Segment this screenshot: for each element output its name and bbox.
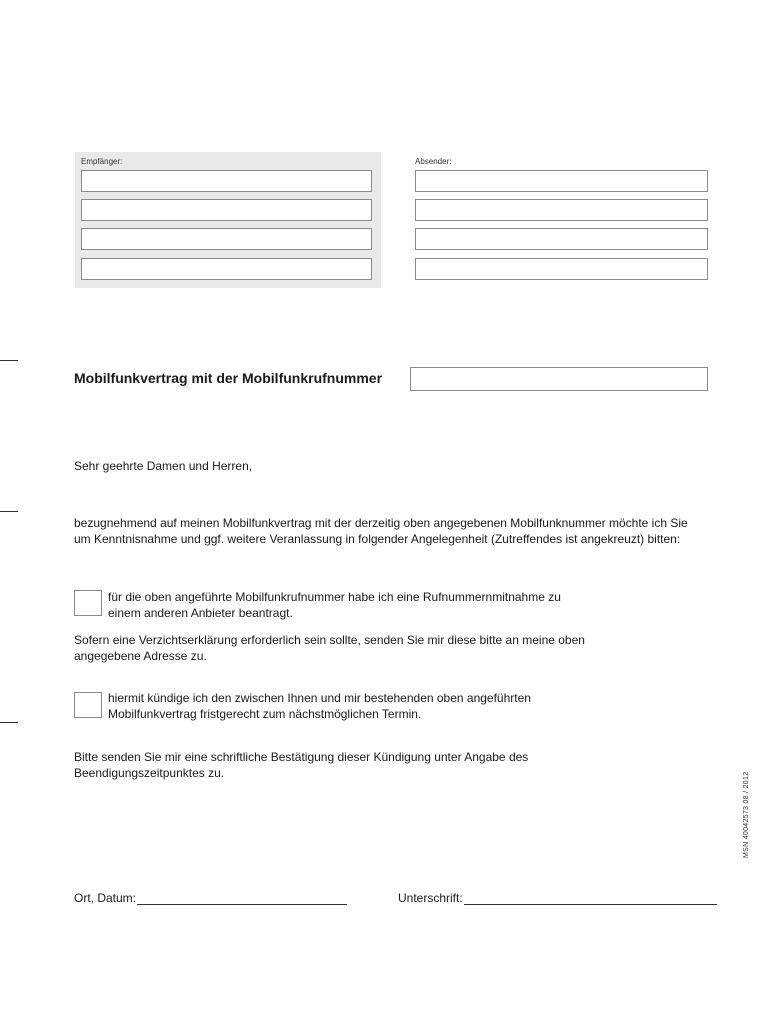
number-porting-text xyxy=(108,590,561,621)
phone-number-field[interactable] xyxy=(410,367,708,391)
place-date-field[interactable] xyxy=(74,891,347,905)
sender-line-4[interactable] xyxy=(415,258,708,280)
confirmation-line-1: Bitte senden Sie mir eine schriftliche Bestätigung dieser Kündigung unter Angabe des xyxy=(74,750,529,764)
recipient-line-3[interactable] xyxy=(81,228,372,250)
signature-line[interactable] xyxy=(464,892,717,905)
number-porting-line-2: einem anderen Anbieter beantragt. xyxy=(108,605,293,620)
termination-text xyxy=(108,691,531,722)
signature-label: Unterschrift: xyxy=(398,891,463,905)
place-date-label: Ort, Datum: xyxy=(74,891,137,905)
place-date-line[interactable] xyxy=(137,892,347,905)
confirmation-note xyxy=(74,750,528,781)
waiver-line-1: Sofern eine Verzichtserklärung erforderlich sein sollte, senden Sie mir diese bitte an meine oben xyxy=(74,633,585,647)
number-porting-checkbox[interactable] xyxy=(74,590,102,616)
sender-line-1[interactable] xyxy=(415,170,708,192)
fold-mark-bottom xyxy=(0,722,18,723)
salutation: Sehr geehrte Damen und Herren, xyxy=(74,459,253,473)
number-porting-line-1: für die oben angeführte Mobilfunkrufnummer habe ich eine Rufnummernmitnahme zu xyxy=(108,590,561,604)
recipient-label: Empfänger: xyxy=(81,157,123,166)
intro-line-2: um Kenntnisnahme und ggf. weitere Veranlassung in folgender Angelegenheit (Zutreffendes ist angekreuzt) bitten: xyxy=(74,531,681,546)
recipient-address-block xyxy=(75,152,381,288)
termination-line-2: Mobilfunkvertrag fristgerecht zum nächstmöglichen Termin. xyxy=(108,706,422,721)
signature-field[interactable] xyxy=(398,891,717,905)
recipient-line-1[interactable] xyxy=(81,170,372,192)
fold-mark-middle xyxy=(0,511,18,512)
fold-mark-top xyxy=(0,360,18,361)
sender-line-3[interactable] xyxy=(415,228,708,250)
recipient-line-2[interactable] xyxy=(81,199,372,221)
intro-paragraph xyxy=(74,516,688,547)
termination-checkbox[interactable] xyxy=(74,692,102,718)
contract-heading: Mobilfunkvertrag mit der Mobilfunkrufnummer xyxy=(74,370,383,386)
termination-line-1: hiermit kündige ich den zwischen Ihnen und mir bestehenden oben angeführten xyxy=(108,691,531,705)
sender-address-block xyxy=(409,152,715,288)
sender-line-2[interactable] xyxy=(415,199,708,221)
waiver-line-2: angegebene Adresse zu. xyxy=(74,648,207,663)
recipient-line-4[interactable] xyxy=(81,258,372,280)
sender-label: Absender: xyxy=(415,157,452,166)
intro-line-1: bezugnehmend auf meinen Mobilfunkvertrag mit der derzeitig oben angegebenen Mobilfunknummer möchte ich Sie xyxy=(74,516,688,530)
confirmation-line-2: Beendigungszeitpunktes zu. xyxy=(74,765,225,780)
form-code: MSN 40042573 08 / 2012 xyxy=(743,771,750,858)
waiver-note xyxy=(74,633,585,664)
